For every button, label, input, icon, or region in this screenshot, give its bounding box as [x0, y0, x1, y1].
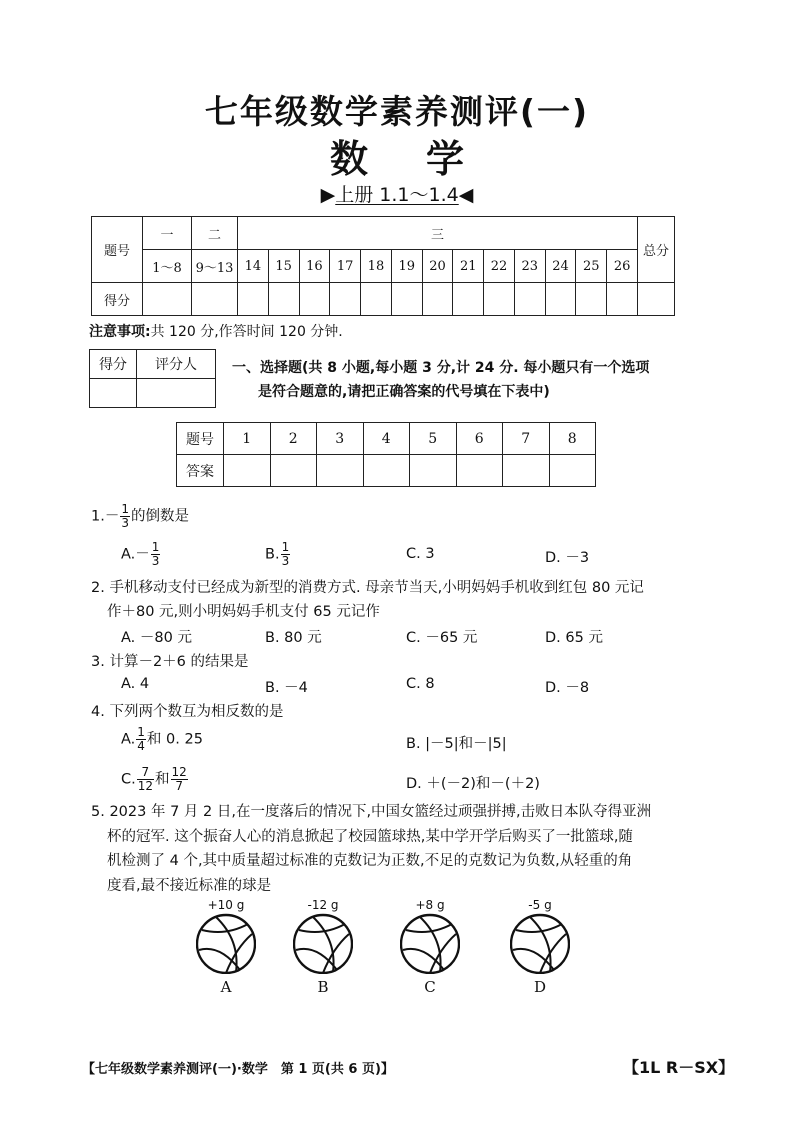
- ball-d-letter: D: [533, 978, 547, 996]
- ball-b-weight: -12 g: [307, 898, 339, 912]
- q4-option-a-fraction: [136, 726, 146, 753]
- range-cell: 17: [330, 250, 361, 283]
- answer-number: 3: [317, 423, 364, 455]
- q4-option-c-fraction-2: [171, 766, 188, 793]
- grader-score-cell[interactable]: [90, 379, 137, 408]
- q4-option-c-denominator-2: 7: [175, 779, 183, 793]
- q1-option-a-denominator: 3: [151, 554, 160, 568]
- q5-line3: 机检测了 4 个,其中质量超过标准的克数记为正数,不足的克数记为负数,从轻重的角: [107, 853, 633, 869]
- basketball-icon: [400, 912, 460, 974]
- q1-option-b-fraction: [281, 541, 291, 568]
- range-cell: 24: [545, 250, 576, 283]
- score-cell[interactable]: [453, 283, 484, 316]
- range-cell: 20: [422, 250, 453, 283]
- q2-line1: 2. 手机移动支付已经成为新型的消费方式. 母亲节当天,小明妈妈手机收到红包 80 元记: [91, 580, 644, 596]
- q2-line2: 作＋80 元,则小明妈妈手机支付 65 元记作: [107, 604, 380, 620]
- page-title: 七年级数学素养测评(一): [204, 92, 590, 131]
- notice-label: 注意事项:: [89, 324, 151, 340]
- q5-line2: 杯的冠军. 这个振奋人心的消息掀起了校园篮球热,某中学开学后购买了一批篮球,随: [107, 828, 633, 845]
- q1-option-a[interactable]: [121, 541, 161, 568]
- answer-number: 8: [549, 423, 596, 455]
- q1-denominator: 3: [121, 516, 129, 530]
- ball-a-weight: +10 g: [207, 898, 245, 912]
- q1-option-a-numerator: 1: [151, 540, 160, 554]
- ball-b-letter: B: [317, 978, 329, 996]
- footer-code: 【1L R－SX】: [623, 1058, 735, 1077]
- q4-option-a-numerator: 1: [137, 725, 145, 739]
- subject-title: 数学: [329, 137, 522, 181]
- section1-heading-line2: 是符合题意的,请把正确答案的代号填在下表中): [258, 384, 550, 400]
- range-cell: 15: [268, 250, 299, 283]
- score-table: [91, 216, 675, 316]
- q4-option-c-numerator-2: 12: [171, 765, 187, 779]
- ball-a[interactable]: [196, 898, 256, 996]
- chapter-range: [0, 180, 794, 207]
- q2-option-a[interactable]: A. －80 元: [121, 630, 192, 646]
- q3-option-b[interactable]: B. －4: [265, 680, 308, 696]
- answer-number: 7: [503, 423, 550, 455]
- q1-sign: －: [104, 508, 120, 525]
- score-cell[interactable]: [607, 283, 638, 316]
- question-5: [91, 800, 651, 898]
- basketball-icon: [510, 912, 570, 974]
- q4-option-c-denominator-1: 12: [137, 779, 154, 793]
- q1-option-b-label: B.: [265, 546, 280, 563]
- answer-number: 4: [363, 423, 410, 455]
- q2-option-b[interactable]: B. 80 元: [265, 630, 322, 646]
- answer-table-ans-label: 答案: [177, 455, 224, 487]
- score-cell[interactable]: [299, 283, 330, 316]
- q4-option-c-fraction-1: [137, 766, 154, 793]
- ball-a-letter: A: [220, 978, 232, 996]
- notice: [89, 321, 343, 341]
- range-cell: 23: [514, 250, 545, 283]
- score-cell[interactable]: [391, 283, 422, 316]
- q4-option-a-rest: 和 0. 25: [146, 731, 203, 748]
- q2-option-d[interactable]: D. 65 元: [545, 630, 603, 646]
- range-cell: 9～13: [192, 250, 238, 283]
- range-cell: 1～8: [143, 250, 192, 283]
- score-cell[interactable]: [422, 283, 453, 316]
- answer-number: 6: [456, 423, 503, 455]
- answer-cell[interactable]: [456, 455, 503, 487]
- question-3: 3. 计算－2＋6 的结果是: [91, 654, 249, 670]
- range-cell: 14: [238, 250, 269, 283]
- basketball-icon: [196, 912, 256, 974]
- ball-b[interactable]: [293, 898, 353, 996]
- range-cell: 26: [607, 250, 638, 283]
- answer-cell[interactable]: [270, 455, 317, 487]
- q1-option-b-numerator: 1: [281, 540, 290, 554]
- q1-option-a-label: A.: [121, 546, 136, 563]
- answer-number: 2: [270, 423, 317, 455]
- score-cell[interactable]: [238, 283, 269, 316]
- score-cell[interactable]: [330, 283, 361, 316]
- q4-option-c-label: C.: [121, 771, 136, 788]
- grader-label: 评分人: [137, 350, 216, 379]
- answer-cell[interactable]: [503, 455, 550, 487]
- ball-d-weight: -5 g: [528, 898, 552, 912]
- answer-cell[interactable]: [363, 455, 410, 487]
- notice-text: 共 120 分,作答时间 120 分钟.: [150, 324, 343, 340]
- range-cell: 21: [453, 250, 484, 283]
- grader-name-cell[interactable]: [137, 379, 216, 408]
- score-cell[interactable]: [576, 283, 607, 316]
- q4-option-b[interactable]: B. |－5|和－|5|: [406, 736, 507, 752]
- range-cell: 18: [361, 250, 392, 283]
- score-cell[interactable]: [514, 283, 545, 316]
- range-cell: 16: [299, 250, 330, 283]
- q1-option-a-fraction: [151, 541, 161, 568]
- ball-c-letter: C: [424, 978, 436, 996]
- q1-stem: 的倒数是: [130, 508, 189, 525]
- q1-numerator: 1: [121, 502, 129, 516]
- answer-cell[interactable]: [410, 455, 457, 487]
- q1-option-a-sign: －: [135, 546, 150, 563]
- section-label: 二: [192, 217, 238, 250]
- answer-cell[interactable]: [224, 455, 271, 487]
- ball-c-weight: +8 g: [415, 898, 445, 912]
- q4-option-d[interactable]: D. ＋(－2)和－(＋2): [406, 776, 540, 792]
- footer-page-info: 【七年级数学素养测评(一)·数学 第 1 页(共 6 页)】: [82, 1062, 394, 1077]
- section-label: 一: [143, 217, 192, 250]
- answer-table-q-label: 题号: [177, 423, 224, 455]
- ball-d[interactable]: [510, 898, 570, 996]
- score-cell[interactable]: [268, 283, 299, 316]
- total-label: 总分: [638, 217, 675, 283]
- score-cell[interactable]: [192, 283, 238, 316]
- q4-option-a-label: A.: [121, 731, 136, 748]
- ball-c[interactable]: [400, 898, 460, 996]
- answer-number: 1: [224, 423, 271, 455]
- range-label: 上册 1.1～1.4: [335, 184, 459, 206]
- q1-option-b-denominator: 3: [281, 554, 290, 568]
- q2-option-c[interactable]: C. －65 元: [406, 630, 478, 646]
- section1-heading-line1: 一、选择题(共 8 小题,每小题 3 分,计 24 分. 每小题只有一个选项: [232, 360, 650, 376]
- q3-option-d[interactable]: D. －8: [545, 680, 590, 696]
- range-cell: 19: [391, 250, 422, 283]
- score-cell[interactable]: [545, 283, 576, 316]
- q4-option-a-denominator: 4: [137, 739, 145, 753]
- q5-line1: 5. 2023 年 7 月 2 日,在一度落后的情况下,中国女篮经过顽强拼搏,击败日本队夺得亚洲: [91, 804, 652, 820]
- score-table-q-label: 题号: [92, 217, 143, 283]
- grader-score-label: 得分: [90, 350, 137, 379]
- q5-line4: 度看,最不接近标准的球是: [107, 877, 272, 894]
- answer-number: 5: [410, 423, 457, 455]
- q4-option-c[interactable]: [121, 766, 189, 793]
- basketball-icon: [293, 912, 353, 974]
- q1-number: 1.: [91, 508, 105, 525]
- arrow-right-icon: ▶: [320, 184, 336, 206]
- answer-cell[interactable]: [317, 455, 364, 487]
- score-cell[interactable]: [484, 283, 515, 316]
- q4-option-c-numerator-1: 7: [137, 766, 154, 780]
- q1-option-c[interactable]: C. 3: [406, 546, 435, 562]
- score-cell[interactable]: [143, 283, 192, 316]
- section-label: 三: [238, 217, 638, 250]
- range-cell: 25: [576, 250, 607, 283]
- q4-option-c-mid: 和: [155, 771, 170, 788]
- question-2: [91, 576, 644, 624]
- section1-heading: [232, 356, 682, 404]
- score-cell[interactable]: [361, 283, 392, 316]
- answer-cell[interactable]: [549, 455, 596, 487]
- total-score-cell[interactable]: [638, 283, 675, 316]
- question-1: [91, 503, 189, 530]
- q3-option-a[interactable]: A. 4: [121, 676, 150, 692]
- range-cell: 22: [484, 250, 515, 283]
- question-4: 4. 下列两个数互为相反数的是: [91, 704, 284, 720]
- grader-box: [89, 349, 216, 408]
- q1-fraction: [120, 503, 130, 530]
- q1-option-d[interactable]: D. －3: [545, 550, 590, 566]
- arrow-left-icon: ◀: [458, 184, 474, 206]
- answer-table: [176, 422, 596, 487]
- q1-option-b[interactable]: [265, 541, 291, 568]
- score-table-score-label: 得分: [92, 283, 143, 316]
- q3-option-c[interactable]: C. 8: [406, 676, 435, 692]
- q4-option-a[interactable]: [121, 726, 203, 753]
